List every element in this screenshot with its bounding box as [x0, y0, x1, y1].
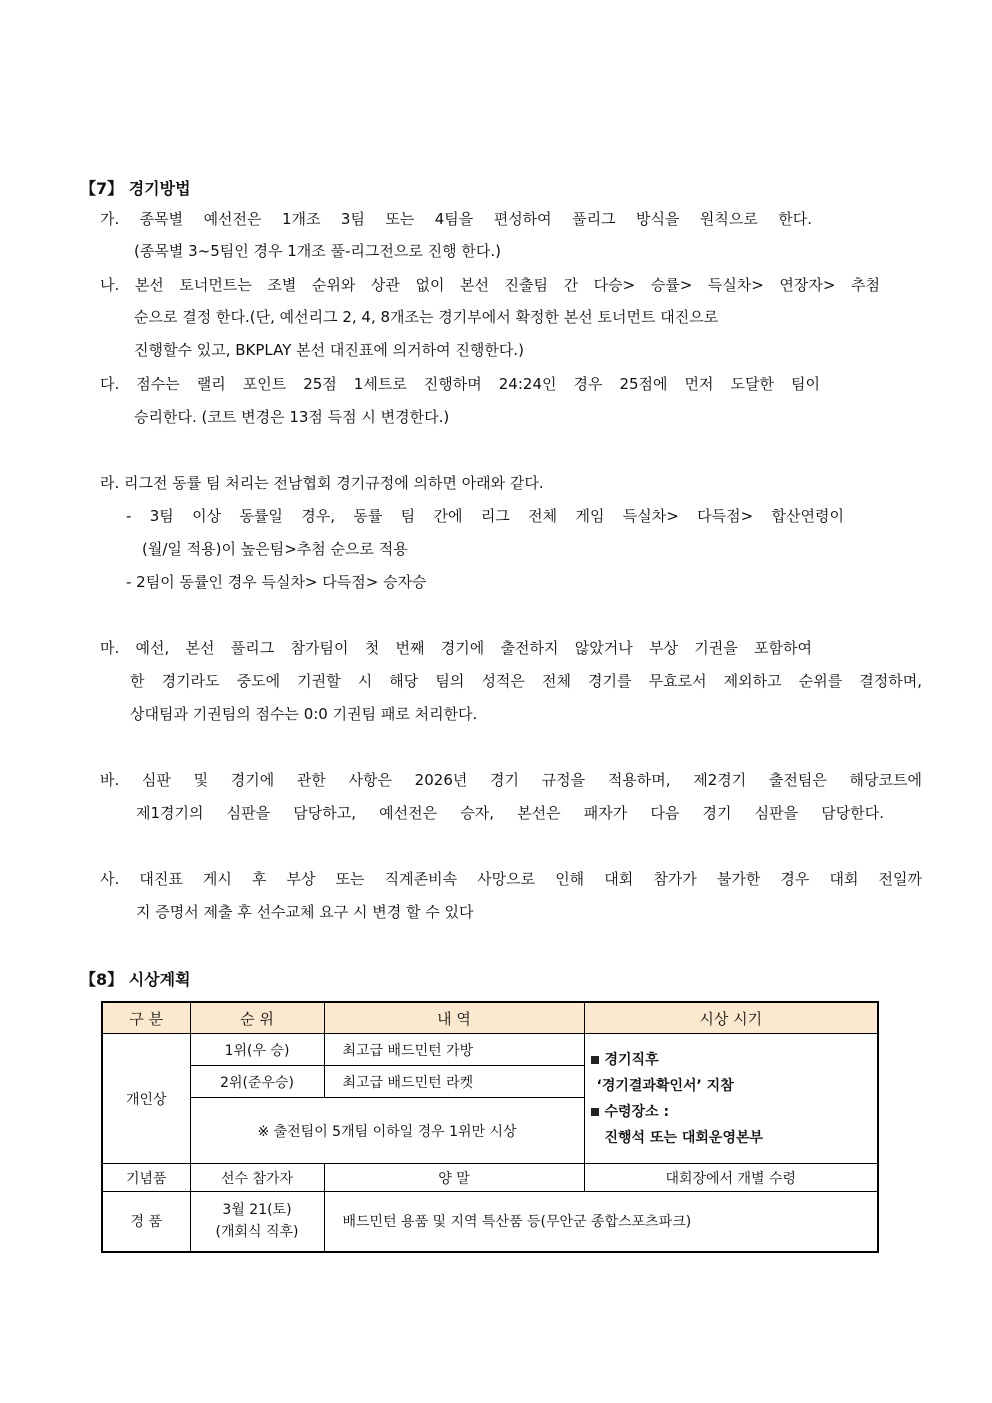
rule-ra-line2: - 3팀 이상 동률일 경우, 동률 팀 간에 리그 전체 게임 득실차> 다득점> 합산연령이 — [126, 507, 844, 525]
table-row-lottery — [102, 1192, 878, 1252]
cell-prize-2: 최고급 배드민턴 라켓 — [324, 1066, 584, 1098]
rule-da-line2: 승리한다. (코트 변경은 13점 득점 시 변경한다.) — [134, 408, 450, 426]
timing-text-3: 수령장소 : — [604, 1103, 670, 1120]
table-row-souvenir — [102, 1164, 878, 1192]
cell-individual-note: ※ 출전팀이 5개팀 이하일 경우 1위만 시상 — [190, 1098, 584, 1164]
cell-prize-1: 최고급 배드민턴 가방 — [324, 1034, 584, 1066]
lottery-rank-line-1: 3월 21(토) — [222, 1202, 292, 1219]
cell-lottery-category: 경 품 — [102, 1192, 190, 1252]
cell-individual-category: 개인상 — [102, 1034, 190, 1164]
rule-ma-line2: 한 경기라도 중도에 기권할 시 해당 팀의 성적은 전체 경기를 무효로서 제외하고 순위를 결정하며, — [130, 672, 922, 690]
header-category: 구 분 — [102, 1002, 190, 1034]
cell-rank-2: 2위(준우승) — [190, 1066, 324, 1098]
cell-souvenir-rank: 선수 참가자 — [190, 1164, 324, 1192]
rule-ga-line1: 가. 종목별 예선전은 1개조 3팀 또는 4팀을 편성하여 풀리그 방식을 원칙으로 한다. — [100, 210, 812, 228]
rule-na-line2: 순으로 결정 한다.(단, 예선리그 2, 4, 8개조는 경기부에서 확정한 본선 토너먼트 대진으로 — [134, 308, 719, 326]
header-rank: 순 위 — [190, 1002, 324, 1034]
cell-souvenir-timing: 대회장에서 개별 수령 — [584, 1164, 878, 1192]
rule-ma-line3: 상대팀과 기권팀의 점수는 0:0 기권팀 패로 처리한다. — [130, 705, 478, 723]
rule-sa-line1: 사. 대진표 게시 후 부상 또는 직계존비속 사망으로 인해 대회 참가가 불가한 경우 대회 전일까 — [100, 870, 922, 888]
header-detail: 내 역 — [324, 1002, 584, 1034]
award-table — [101, 1001, 879, 1253]
section8-heading: 【8】 시상계획 — [80, 970, 191, 989]
cell-lottery-rank — [190, 1192, 324, 1252]
rule-ma-line1: 마. 예선, 본선 풀리그 참가팀이 첫 번째 경기에 출전하지 않았거나 부상 기권을 포함하여 — [100, 639, 812, 657]
cell-rank-1: 1위(우 승) — [190, 1034, 324, 1066]
table-row-first-place — [102, 1034, 878, 1066]
lottery-rank-line-2: (개회식 직후) — [215, 1224, 299, 1241]
rule-na-line1: 나. 본선 토너먼트는 조별 순위와 상관 없이 본선 진출팀 간 다승> 승률> 득실차> 연장자> 추첨 — [100, 276, 880, 294]
section7-heading: 【7】 경기방법 — [80, 179, 191, 198]
rule-ra-line1: 라. 리그전 동률 팀 처리는 전남협회 경기규정에 의하면 아래와 같다. — [100, 474, 544, 492]
rule-da-line1: 다. 점수는 랠리 포인트 25점 1세트로 진행하며 24:24인 경우 25점에 먼저 도달한 팀이 — [100, 375, 820, 393]
timing-text-4: 진행석 또는 대회운영본부 — [604, 1129, 764, 1146]
cell-souvenir-detail: 양 말 — [324, 1164, 584, 1192]
rule-sa-line2: 지 증명서 제출 후 선수교체 요구 시 변경 할 수 있다 — [136, 903, 474, 921]
rule-ga-line2: (종목별 3~5팀인 경우 1개조 풀-리그전으로 진행 한다.) — [134, 242, 502, 260]
timing-line-3 — [591, 1099, 878, 1125]
rule-ba-line1: 바. 심판 및 경기에 관한 사항은 2026년 경기 규정을 적용하며, 제2경기 출전팀은 해당코트에 — [100, 771, 922, 789]
timing-text-1: 경기직후 — [604, 1051, 659, 1068]
cell-souvenir-category: 기념품 — [102, 1164, 190, 1192]
award-table-header-row — [102, 1002, 878, 1034]
timing-line-1 — [591, 1047, 878, 1073]
timing-text-2: ‘경기결과확인서’ 지참 — [596, 1077, 734, 1094]
square-bullet-icon — [591, 1108, 599, 1116]
rule-ra-line4: - 2팀이 동률인 경우 득실차> 다득점> 승자승 — [126, 573, 427, 591]
header-timing: 시상 시기 — [584, 1002, 878, 1034]
rule-ra-line3: (월/일 적용)이 높은팀>추첨 순으로 적용 — [142, 540, 408, 558]
rule-na-line3: 진행할수 있고, BKPLAY 본선 대진표에 의거하여 진행한다.) — [134, 341, 524, 359]
rule-ba-line2: 제1경기의 심판을 담당하고, 예선전은 승자, 본선은 패자가 다음 경기 심판을 담당한다. — [136, 804, 884, 822]
cell-individual-timing — [584, 1034, 878, 1164]
cell-lottery-detail: 배드민턴 용품 및 지역 특산품 등(무안군 종합스포츠파크) — [324, 1192, 878, 1252]
square-bullet-icon — [591, 1056, 599, 1064]
